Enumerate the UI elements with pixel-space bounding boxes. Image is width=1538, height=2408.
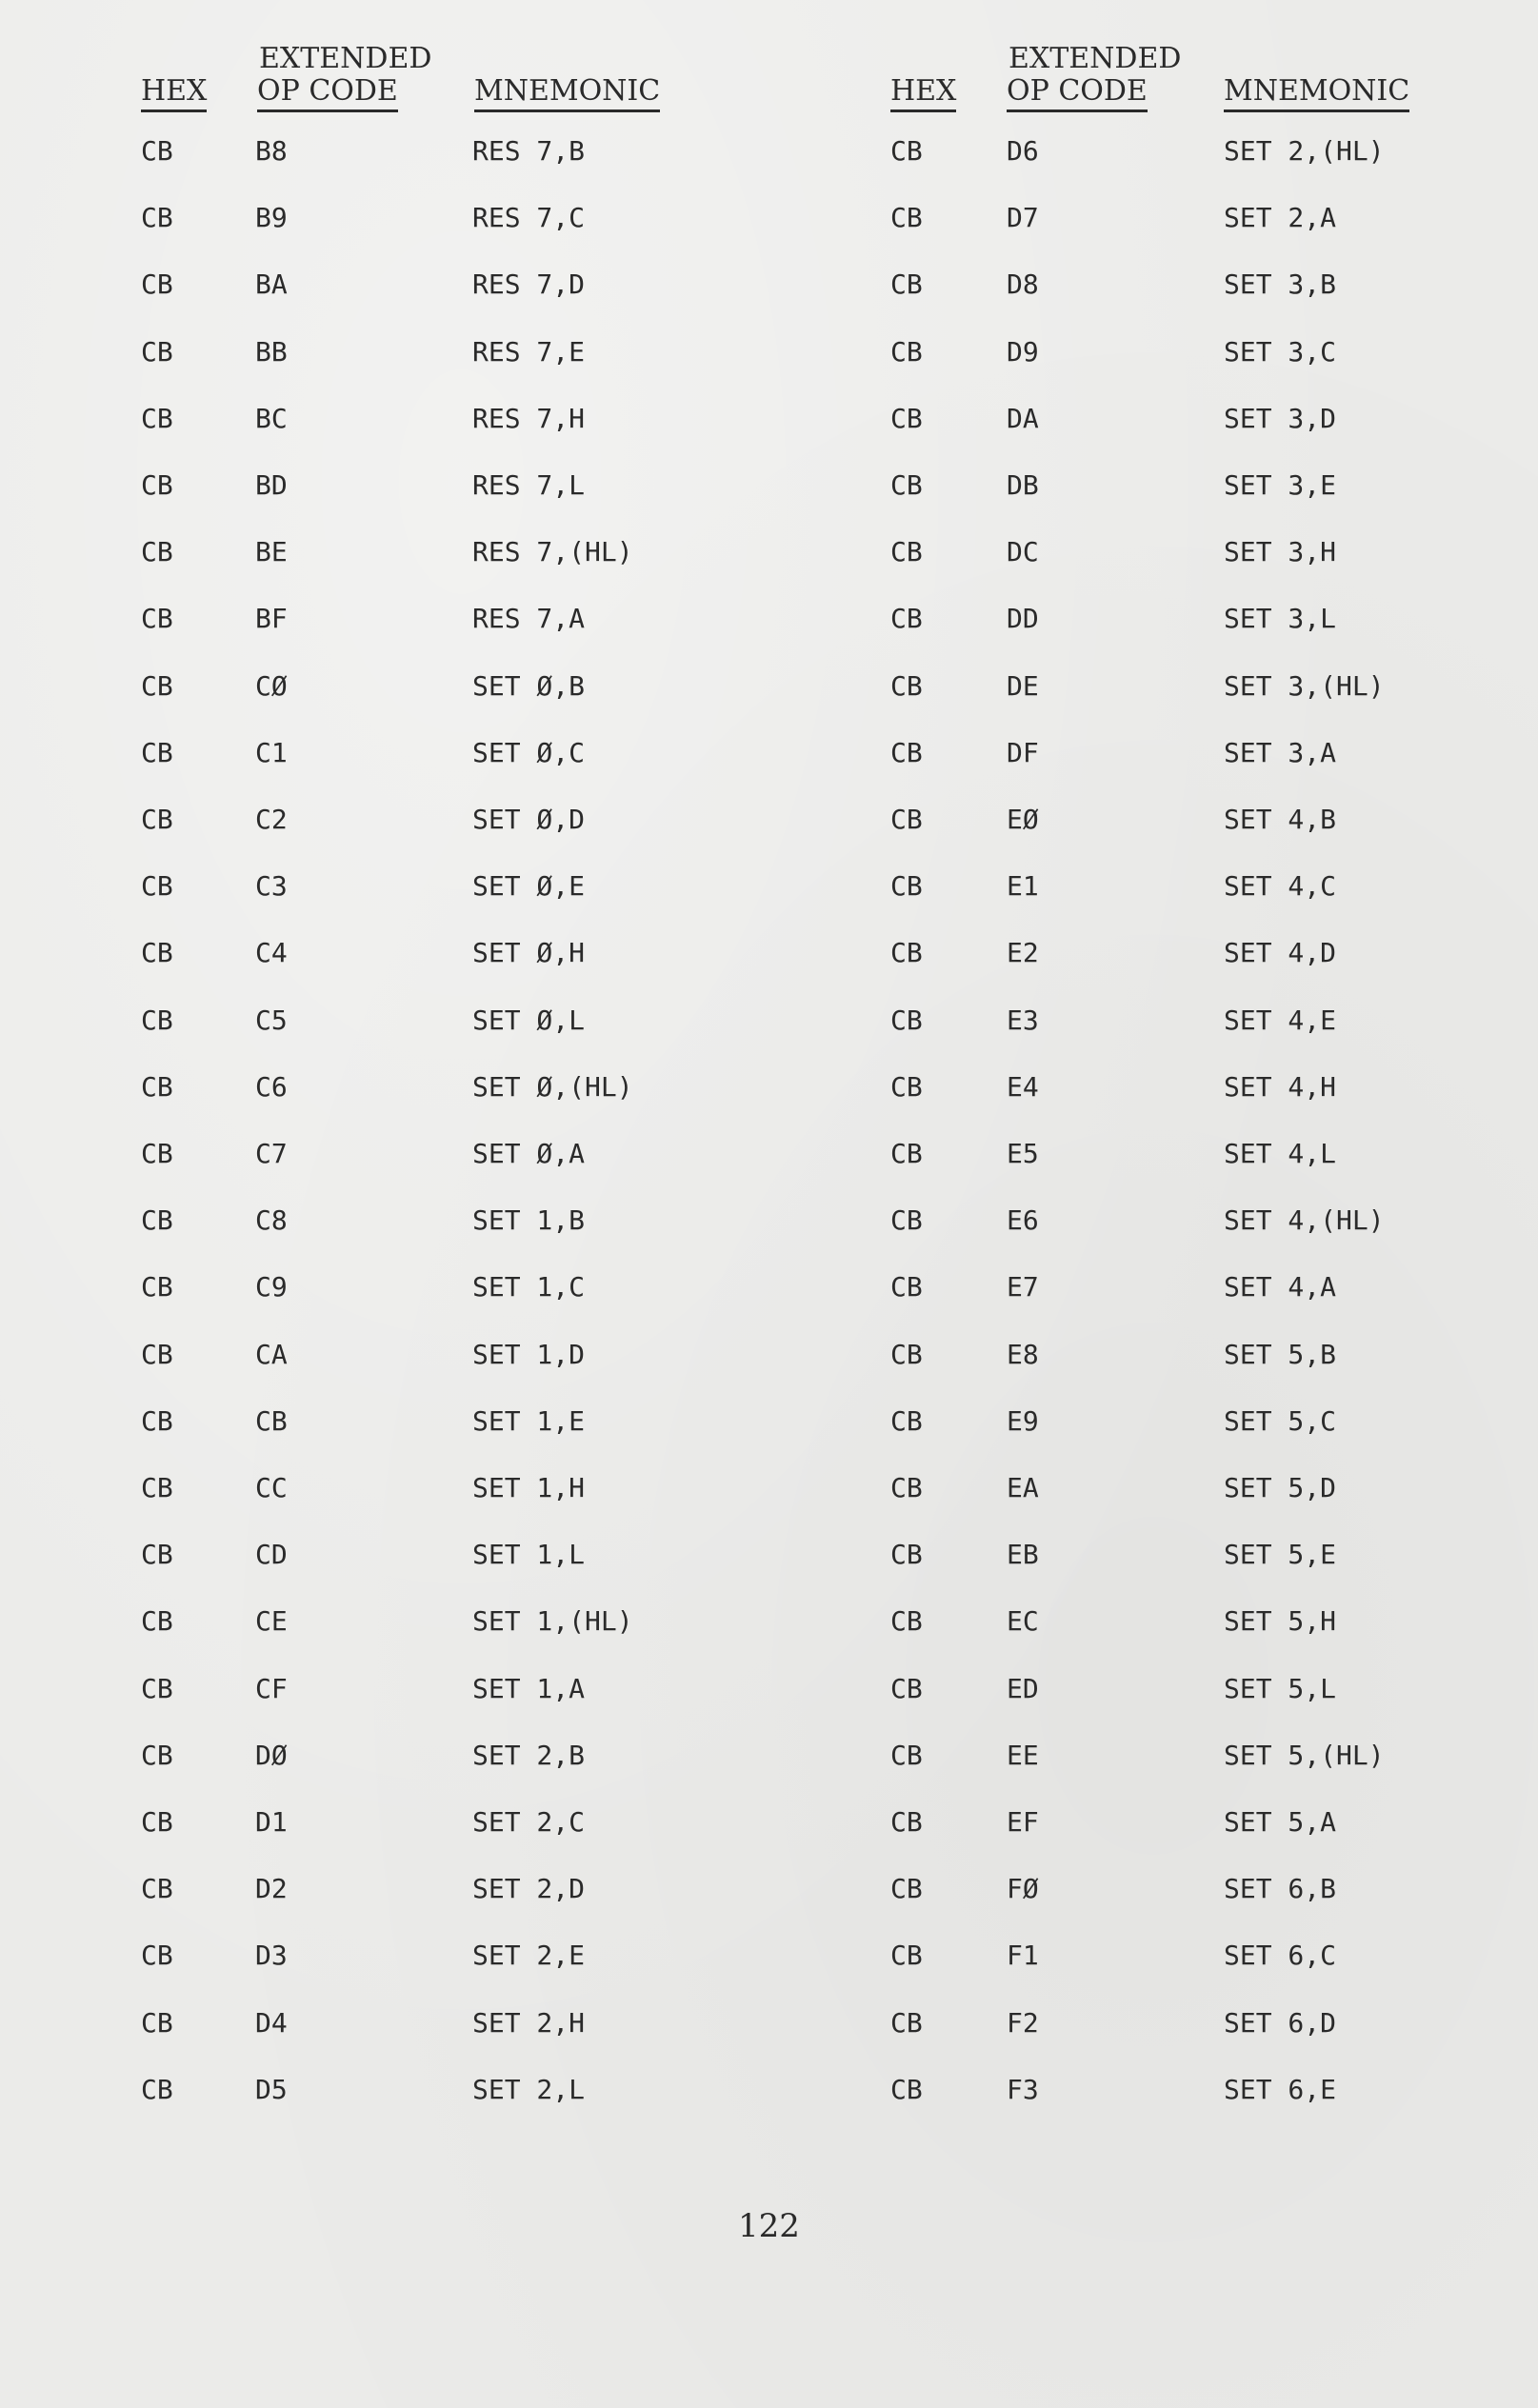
cell-op-code: C9 bbox=[255, 1271, 288, 1304]
cell-op-code: ED bbox=[1007, 1672, 1039, 1704]
cell-hex: CB bbox=[890, 937, 923, 969]
cell-mnemonic: SET 1,L bbox=[472, 1539, 586, 1571]
cell-mnemonic: SET 5,L bbox=[1224, 1672, 1337, 1704]
cell-mnemonic: RES 7,D bbox=[472, 269, 586, 301]
header-extended: EXTENDED bbox=[1009, 42, 1182, 75]
cell-mnemonic: RES 7,E bbox=[472, 335, 586, 368]
cell-mnemonic: SET 2,D bbox=[472, 1873, 586, 1905]
cell-hex: CB bbox=[890, 1739, 923, 1771]
cell-hex: CB bbox=[890, 1539, 923, 1571]
cell-hex: CB bbox=[890, 1004, 923, 1036]
cell-op-code: D8 bbox=[1007, 269, 1039, 301]
cell-hex: CB bbox=[890, 1204, 923, 1237]
cell-mnemonic: SET 3,C bbox=[1224, 335, 1337, 368]
cell-mnemonic: SET 3,H bbox=[1224, 536, 1337, 568]
cell-op-code: EB bbox=[1007, 1539, 1039, 1571]
cell-op-code: D1 bbox=[255, 1806, 288, 1838]
cell-op-code: F2 bbox=[1007, 2006, 1039, 2039]
cell-mnemonic: SET 1,(HL) bbox=[472, 1605, 633, 1638]
cell-op-code: CB bbox=[255, 1404, 288, 1437]
header-hex: HEX bbox=[141, 74, 207, 112]
cell-hex: CB bbox=[890, 402, 923, 434]
cell-mnemonic: SET Ø,D bbox=[472, 804, 586, 835]
cell-mnemonic: SET 1,H bbox=[472, 1472, 586, 1503]
cell-mnemonic: SET 3,E bbox=[1224, 469, 1337, 501]
cell-op-code: E5 bbox=[1007, 1138, 1039, 1169]
cell-mnemonic: SET 6,E bbox=[1224, 2073, 1337, 2105]
cell-op-code: BB bbox=[255, 335, 288, 368]
cell-op-code: E9 bbox=[1007, 1404, 1039, 1437]
cell-mnemonic: SET 4,H bbox=[1224, 1070, 1337, 1103]
cell-op-code: EC bbox=[1007, 1605, 1039, 1638]
cell-mnemonic: SET 5,D bbox=[1224, 1472, 1337, 1503]
cell-mnemonic: SET 4,(HL) bbox=[1224, 1204, 1385, 1237]
cell-op-code: C6 bbox=[255, 1070, 288, 1103]
cell-mnemonic: SET 5,C bbox=[1224, 1404, 1337, 1437]
cell-hex: CB bbox=[890, 1138, 923, 1169]
cell-hex: CB bbox=[890, 603, 923, 635]
cell-op-code: DA bbox=[1007, 402, 1039, 434]
cell-mnemonic: SET 2,E bbox=[472, 1940, 586, 1972]
cell-mnemonic: SET 3,D bbox=[1224, 402, 1337, 434]
cell-mnemonic: SET 2,L bbox=[472, 2073, 586, 2105]
cell-hex: CB bbox=[141, 1271, 173, 1304]
cell-mnemonic: SET 6,D bbox=[1224, 2006, 1337, 2039]
cell-op-code: C7 bbox=[255, 1138, 288, 1169]
cell-hex: CB bbox=[141, 1472, 173, 1503]
cell-hex: CB bbox=[141, 1138, 173, 1169]
cell-op-code: E8 bbox=[1007, 1338, 1039, 1370]
cell-op-code: C5 bbox=[255, 1004, 288, 1036]
cell-op-code: C1 bbox=[255, 736, 288, 768]
cell-hex: CB bbox=[141, 603, 173, 635]
header-mnemonic: MNEMONIC bbox=[1224, 74, 1409, 112]
cell-op-code: EØ bbox=[1007, 804, 1039, 835]
cell-mnemonic: SET 1,B bbox=[472, 1204, 586, 1237]
cell-mnemonic: SET 5,A bbox=[1224, 1806, 1337, 1838]
cell-mnemonic: SET Ø,B bbox=[472, 669, 586, 702]
cell-mnemonic: SET 4,L bbox=[1224, 1138, 1337, 1169]
cell-op-code: CD bbox=[255, 1539, 288, 1571]
cell-hex: CB bbox=[890, 536, 923, 568]
cell-mnemonic: SET 1,E bbox=[472, 1404, 586, 1437]
cell-op-code: D5 bbox=[255, 2073, 288, 2105]
cell-mnemonic: SET 3,(HL) bbox=[1224, 669, 1385, 702]
cell-hex: CB bbox=[141, 135, 173, 167]
cell-hex: CB bbox=[141, 2006, 173, 2039]
cell-hex: CB bbox=[890, 1940, 923, 1972]
cell-mnemonic: RES 7,H bbox=[472, 402, 586, 434]
header-mnemonic: MNEMONIC bbox=[474, 74, 660, 112]
cell-op-code: D6 bbox=[1007, 135, 1039, 167]
cell-hex: CB bbox=[890, 202, 923, 234]
cell-mnemonic: SET Ø,E bbox=[472, 870, 586, 903]
header-hex: HEX bbox=[890, 74, 956, 112]
cell-op-code: DØ bbox=[255, 1739, 288, 1771]
cell-hex: CB bbox=[141, 335, 173, 368]
cell-op-code: CC bbox=[255, 1472, 288, 1503]
cell-op-code: DC bbox=[1007, 536, 1039, 568]
cell-mnemonic: SET 4,D bbox=[1224, 937, 1337, 969]
cell-hex: CB bbox=[890, 1338, 923, 1370]
cell-op-code: BD bbox=[255, 469, 288, 501]
cell-op-code: DE bbox=[1007, 669, 1039, 702]
cell-op-code: EE bbox=[1007, 1739, 1039, 1771]
header-extended: EXTENDED bbox=[259, 42, 432, 75]
cell-mnemonic: SET 6,B bbox=[1224, 1873, 1337, 1905]
cell-op-code: B8 bbox=[255, 135, 288, 167]
cell-op-code: C2 bbox=[255, 804, 288, 835]
cell-hex: CB bbox=[890, 1806, 923, 1838]
cell-mnemonic: SET 3,L bbox=[1224, 603, 1337, 635]
cell-hex: CB bbox=[141, 1739, 173, 1771]
cell-mnemonic: SET Ø,A bbox=[472, 1138, 586, 1169]
cell-hex: CB bbox=[141, 804, 173, 835]
cell-op-code: F3 bbox=[1007, 2073, 1039, 2105]
cell-op-code: D2 bbox=[255, 1873, 288, 1905]
cell-op-code: BC bbox=[255, 402, 288, 434]
cell-op-code: C8 bbox=[255, 1204, 288, 1237]
page-number: 122 bbox=[738, 2207, 800, 2245]
cell-mnemonic: SET 5,(HL) bbox=[1224, 1739, 1385, 1771]
cell-mnemonic: SET 5,E bbox=[1224, 1539, 1337, 1571]
cell-hex: CB bbox=[141, 2073, 173, 2105]
cell-hex: CB bbox=[141, 402, 173, 434]
cell-mnemonic: SET 5,B bbox=[1224, 1338, 1337, 1370]
cell-mnemonic: SET 2,H bbox=[472, 2006, 586, 2039]
cell-mnemonic: SET 1,C bbox=[472, 1271, 586, 1304]
cell-mnemonic: RES 7,B bbox=[472, 135, 586, 167]
cell-mnemonic: SET 3,B bbox=[1224, 269, 1337, 301]
cell-op-code: CA bbox=[255, 1338, 288, 1370]
cell-mnemonic: SET Ø,(HL) bbox=[472, 1070, 633, 1103]
cell-hex: CB bbox=[141, 669, 173, 702]
cell-hex: CB bbox=[890, 870, 923, 903]
cell-hex: CB bbox=[141, 1404, 173, 1437]
cell-mnemonic: SET 4,C bbox=[1224, 870, 1337, 903]
cell-hex: CB bbox=[890, 1070, 923, 1103]
cell-op-code: C3 bbox=[255, 870, 288, 903]
cell-op-code: B9 bbox=[255, 202, 288, 234]
cell-mnemonic: RES 7,L bbox=[472, 469, 586, 501]
cell-hex: CB bbox=[890, 669, 923, 702]
cell-hex: CB bbox=[890, 2073, 923, 2105]
cell-hex: CB bbox=[141, 1539, 173, 1571]
cell-mnemonic: SET Ø,C bbox=[472, 736, 586, 768]
cell-hex: CB bbox=[141, 1940, 173, 1972]
cell-op-code: EA bbox=[1007, 1472, 1039, 1503]
cell-op-code: DD bbox=[1007, 603, 1039, 635]
cell-mnemonic: SET 4,B bbox=[1224, 804, 1337, 835]
cell-mnemonic: SET 2,C bbox=[472, 1806, 586, 1838]
cell-hex: CB bbox=[141, 1873, 173, 1905]
cell-op-code: BF bbox=[255, 603, 288, 635]
cell-hex: CB bbox=[890, 469, 923, 501]
cell-op-code: FØ bbox=[1007, 1873, 1039, 1905]
cell-mnemonic: RES 7,A bbox=[472, 603, 586, 635]
header-op-code: OP CODE bbox=[257, 74, 398, 112]
cell-hex: CB bbox=[890, 1873, 923, 1905]
cell-mnemonic: RES 7,C bbox=[472, 202, 586, 234]
cell-hex: CB bbox=[141, 1672, 173, 1704]
cell-mnemonic: SET Ø,H bbox=[472, 937, 586, 969]
cell-op-code: BA bbox=[255, 269, 288, 301]
cell-hex: CB bbox=[141, 469, 173, 501]
cell-mnemonic: SET 6,C bbox=[1224, 1940, 1337, 1972]
cell-hex: CB bbox=[141, 937, 173, 969]
cell-op-code: E6 bbox=[1007, 1204, 1039, 1237]
cell-mnemonic: SET 3,A bbox=[1224, 736, 1337, 768]
cell-hex: CB bbox=[890, 135, 923, 167]
cell-mnemonic: SET 2,B bbox=[472, 1739, 586, 1771]
cell-hex: CB bbox=[890, 1605, 923, 1638]
cell-mnemonic: SET 2,(HL) bbox=[1224, 135, 1385, 167]
cell-hex: CB bbox=[141, 536, 173, 568]
cell-op-code: D3 bbox=[255, 1940, 288, 1972]
cell-mnemonic: SET 1,D bbox=[472, 1338, 586, 1370]
cell-hex: CB bbox=[141, 1070, 173, 1103]
cell-hex: CB bbox=[890, 736, 923, 768]
cell-hex: CB bbox=[890, 269, 923, 301]
cell-hex: CB bbox=[141, 736, 173, 768]
cell-hex: CB bbox=[141, 269, 173, 301]
cell-hex: CB bbox=[890, 1404, 923, 1437]
cell-hex: CB bbox=[890, 335, 923, 368]
cell-hex: CB bbox=[890, 1472, 923, 1503]
cell-op-code: E7 bbox=[1007, 1271, 1039, 1304]
cell-hex: CB bbox=[890, 1672, 923, 1704]
header-op-code: OP CODE bbox=[1007, 74, 1148, 112]
cell-op-code: CØ bbox=[255, 669, 288, 702]
cell-op-code: CE bbox=[255, 1605, 288, 1638]
cell-mnemonic: RES 7,(HL) bbox=[472, 536, 633, 568]
cell-op-code: EF bbox=[1007, 1806, 1039, 1838]
cell-op-code: E2 bbox=[1007, 937, 1039, 969]
cell-hex: CB bbox=[890, 1271, 923, 1304]
cell-op-code: E1 bbox=[1007, 870, 1039, 903]
cell-hex: CB bbox=[890, 804, 923, 835]
cell-hex: CB bbox=[141, 202, 173, 234]
cell-hex: CB bbox=[141, 1338, 173, 1370]
cell-hex: CB bbox=[141, 1605, 173, 1638]
cell-op-code: CF bbox=[255, 1672, 288, 1704]
cell-hex: CB bbox=[890, 2006, 923, 2039]
cell-hex: CB bbox=[141, 1204, 173, 1237]
cell-op-code: F1 bbox=[1007, 1940, 1039, 1972]
cell-hex: CB bbox=[141, 1004, 173, 1036]
cell-op-code: C4 bbox=[255, 937, 288, 969]
cell-op-code: E4 bbox=[1007, 1070, 1039, 1103]
cell-mnemonic: SET 1,A bbox=[472, 1672, 586, 1704]
cell-op-code: D9 bbox=[1007, 335, 1039, 368]
cell-hex: CB bbox=[141, 1806, 173, 1838]
cell-hex: CB bbox=[141, 870, 173, 903]
cell-mnemonic: SET 5,H bbox=[1224, 1605, 1337, 1638]
cell-mnemonic: SET Ø,L bbox=[472, 1004, 586, 1036]
cell-mnemonic: SET 4,A bbox=[1224, 1271, 1337, 1304]
cell-op-code: D4 bbox=[255, 2006, 288, 2039]
cell-mnemonic: SET 4,E bbox=[1224, 1004, 1337, 1036]
cell-op-code: DB bbox=[1007, 469, 1039, 501]
cell-op-code: BE bbox=[255, 536, 288, 568]
cell-op-code: DF bbox=[1007, 736, 1039, 768]
cell-mnemonic: SET 2,A bbox=[1224, 202, 1337, 234]
cell-op-code: E3 bbox=[1007, 1004, 1039, 1036]
cell-op-code: D7 bbox=[1007, 202, 1039, 234]
